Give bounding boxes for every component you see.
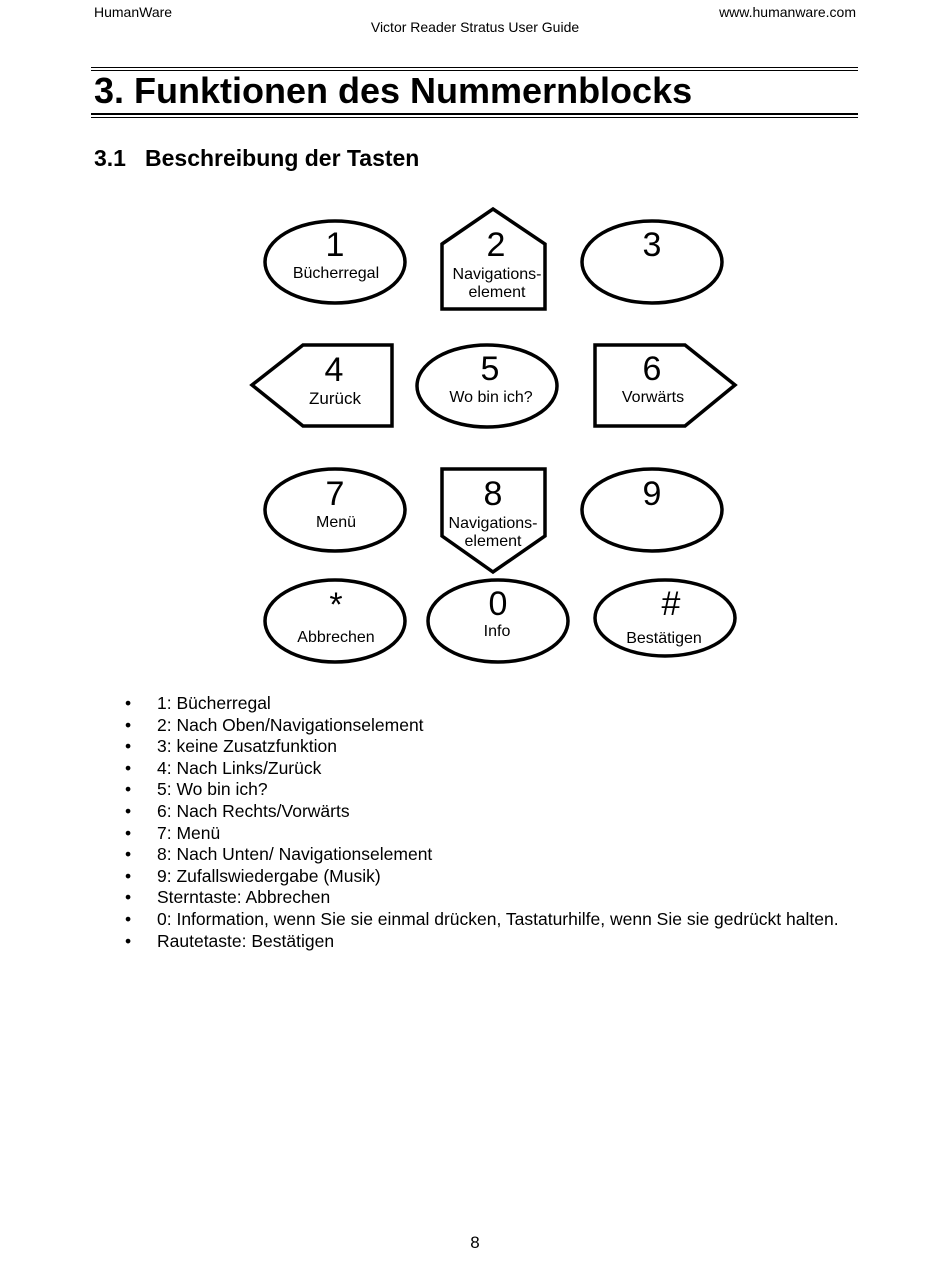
key-6-shape xyxy=(595,345,735,426)
list-item-text: Sterntaste: Abbrechen xyxy=(157,887,331,908)
bullet-icon: • xyxy=(125,779,132,800)
bullet-icon: • xyxy=(125,800,132,821)
key-7-label: Menü xyxy=(315,514,357,531)
bullet-icon: • xyxy=(125,887,132,908)
list-item-text: 2: Nach Oben/Navigationselement xyxy=(157,714,424,735)
bullet-icon: • xyxy=(125,822,132,843)
section-title: Beschreibung der Tasten xyxy=(145,145,420,171)
page-number: 8 xyxy=(470,1233,480,1252)
list-item-text: 0: Information, wenn Sie sie einmal drücken, Tastaturhilfe, wenn Sie sie gedrückt halten. xyxy=(157,908,839,929)
list-item xyxy=(125,736,839,758)
key-description-list xyxy=(125,693,839,952)
list-item-text: 6: Nach Rechts/Vorwärts xyxy=(157,800,350,821)
list-item xyxy=(125,931,839,953)
key-6-number: 6 xyxy=(642,350,662,388)
header-doc-title: Victor Reader Stratus User Guide xyxy=(370,19,580,35)
key-2-number: 2 xyxy=(486,226,506,264)
list-item-text: 9: Zufallswiedergabe (Musik) xyxy=(157,865,381,886)
list-item-text: 8: Nach Unten/ Navigationselement xyxy=(157,844,433,865)
list-item xyxy=(125,758,839,780)
bullet-icon: • xyxy=(125,908,132,929)
key-0-label: Info xyxy=(483,623,511,640)
key-9-number: 9 xyxy=(642,475,662,513)
bullet-icon: • xyxy=(125,757,132,778)
key-1-label: Bücherregal xyxy=(292,265,380,282)
key-8-label-line1: Navigations- xyxy=(448,515,538,532)
bullet-icon: • xyxy=(125,844,132,865)
list-item xyxy=(125,693,839,715)
section-number: 3.1 xyxy=(94,145,126,171)
key-4-label: Zurück xyxy=(309,389,361,408)
key-1-number: 1 xyxy=(325,226,345,264)
list-item-text: Rautetaste: Bestätigen xyxy=(157,930,335,951)
key-4-shape xyxy=(252,345,392,426)
list-item-text: 5: Wo bin ich? xyxy=(157,779,268,800)
list-item xyxy=(125,779,839,801)
key-hash-label: Bestätigen xyxy=(626,630,702,647)
bullet-icon: • xyxy=(125,736,132,757)
list-item xyxy=(125,909,839,931)
key-2-label-line2: element xyxy=(468,284,526,301)
key-7-number: 7 xyxy=(325,475,345,513)
list-item xyxy=(125,887,839,909)
key-3-number: 3 xyxy=(642,226,662,264)
bullet-icon: • xyxy=(125,865,132,886)
key-hash-number: # xyxy=(661,585,681,623)
key-2-label-line1: Navigations- xyxy=(452,266,542,283)
header-company: HumanWare xyxy=(94,4,173,20)
list-item xyxy=(125,801,839,823)
header-website: www.humanware.com xyxy=(719,4,856,20)
list-item xyxy=(125,844,839,866)
key-8-number: 8 xyxy=(483,475,503,513)
list-item xyxy=(125,823,839,845)
bullet-icon: • xyxy=(125,714,132,735)
list-item-text: 4: Nach Links/Zurück xyxy=(157,757,322,778)
key-5-number: 5 xyxy=(480,350,500,388)
list-item-text: 3: keine Zusatzfunktion xyxy=(157,736,337,757)
key-8-label-line2: element xyxy=(464,533,522,550)
chapter-title: 3. Funktionen des Nummernblocks xyxy=(94,70,693,111)
key-5-label: Wo bin ich? xyxy=(449,389,533,406)
key-0-number: 0 xyxy=(488,585,508,623)
list-item xyxy=(125,866,839,888)
key-star-label: Abbrechen xyxy=(297,629,375,646)
list-item xyxy=(125,715,839,737)
key-4-number: 4 xyxy=(324,351,344,389)
key-6-label: Vorwärts xyxy=(621,389,685,406)
key-star-number: * xyxy=(329,586,343,624)
bullet-icon: • xyxy=(125,930,132,951)
bullet-icon: • xyxy=(125,693,132,713)
list-item-text: 1: Bücherregal xyxy=(157,693,271,713)
list-item-text: 7: Menü xyxy=(157,822,221,843)
